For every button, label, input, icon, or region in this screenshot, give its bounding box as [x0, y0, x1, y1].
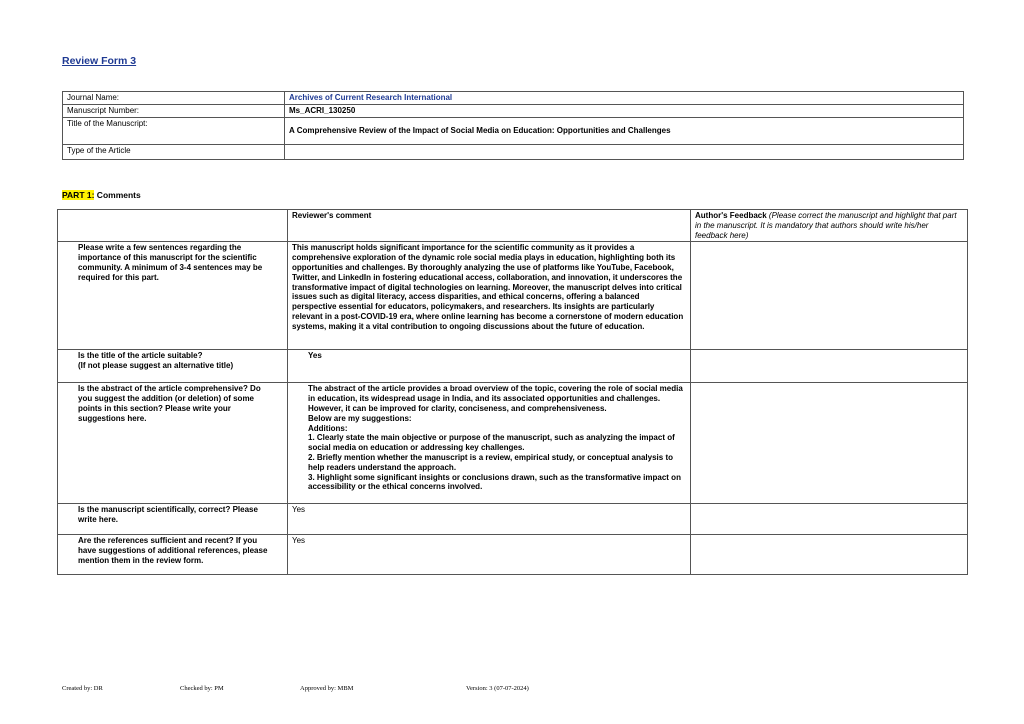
comment-cell: This manuscript holds significant importance for the scientific community as it provides a comprehensive exploration of the dynamic role social media plays in education, highlighting both its opportunities and challenges. By thoroughly analyzing the use of platforms like YouTube, Facebook, Twitter, and LinkedIn in fostering educational access, collaboration, and innovation, it underscores the transformative impact of digital technologies on learning. Moreover, the manuscript delves into critical issues such as digital literacy, access disparities, and ethical concerns, offering a balanced perspective essential for educators, policymakers, and researchers. Its insights are particularly relevant in a post-COVID-19 era, where online learning has become a cornerstone of modern education systems, making it a vital contribution to ongoing discussions about the future of education.: [288, 242, 691, 350]
manuscript-title-value: A Comprehensive Review of the Impact of Social Media on Education: Opportunities and Challenges: [285, 118, 964, 145]
table-row: [58, 535, 968, 575]
table-row: [58, 350, 968, 383]
table-row: [58, 383, 968, 504]
comment-cell: The abstract of the article provides a broad overview of the topic, covering the role of social media in education, its widespread usage in India, and its associated opportunities and challenges. However, it can be improved for clarity, conciseness, and comprehensiveness. Below are my suggestions: Additions: 1. Clearly state the main objective or purpose of the manuscript, such as analyzing the impact of social media on education or addressing key challenges. 2. Briefly mention whether the manuscript is a review, empirical study, or conceptual analysis to help readers understand the approach. 3. Highlight some significant insights or conclusions drawn, such as the transformative impact on accessibility or the ethical concerns involved.: [288, 383, 691, 504]
table-row: [58, 504, 968, 535]
footer-created-by: Created by: DR: [62, 685, 103, 692]
question-cell: Please write a few sentences regarding the importance of this manuscript for the scientific community. A minimum of 3-4 sentences may be required for this part.: [58, 242, 288, 350]
journal-row: [63, 92, 964, 105]
header-author-feedback: [691, 210, 968, 242]
comment-cell: Yes: [288, 504, 691, 535]
manuscript-title-label: Title of the Manuscript:: [63, 118, 285, 145]
footer-version: Version: 3 (07-07-2024): [466, 685, 529, 692]
manuscript-number-label: Manuscript Number:: [63, 105, 285, 118]
comments-table: [57, 209, 968, 575]
manuscript-number-row: [63, 105, 964, 118]
manuscript-title-row: [63, 118, 964, 145]
comment-cell: Yes: [288, 535, 691, 575]
part-label: PART 1:: [62, 190, 95, 200]
author-feedback-title: Author's Feedback: [695, 211, 767, 220]
article-type-value: [285, 145, 964, 160]
author-feedback-cell[interactable]: [691, 535, 968, 575]
part-text: Comments: [94, 190, 141, 200]
article-type-row: [63, 145, 964, 160]
footer-checked-by: Checked by: PM: [180, 685, 224, 692]
manuscript-number-value: Ms_ACRI_130250: [285, 105, 964, 118]
author-feedback-instructions: (Please correct the manuscript and highlight that part in the manuscript. It is mandatory that authors should write his/her feedback here): [695, 211, 957, 240]
form-title: Review Form 3: [62, 55, 137, 67]
header-reviewer-comment: Reviewer's comment: [288, 210, 691, 242]
journal-value: Archives of Current Research International: [285, 92, 964, 105]
question-cell: Is the abstract of the article comprehensive? Do you suggest the addition (or deletion) of some points in this section? Please write your suggestions here.: [58, 383, 288, 504]
part-heading: [62, 190, 141, 200]
article-type-label: Type of the Article: [63, 145, 285, 160]
author-feedback-cell[interactable]: [691, 504, 968, 535]
question-cell: Are the references sufficient and recent? If you have suggestions of additional references, please mention them in the review form.: [58, 535, 288, 575]
question-cell: Is the title of the article suitable? (If not please suggest an alternative title): [58, 350, 288, 383]
comments-header-row: [58, 210, 968, 242]
author-feedback-cell[interactable]: [691, 350, 968, 383]
author-feedback-cell[interactable]: [691, 242, 968, 350]
comment-cell: Yes: [288, 350, 691, 383]
question-cell: Is the manuscript scientifically, correct? Please write here.: [58, 504, 288, 535]
journal-label: Journal Name:: [63, 92, 285, 105]
table-row: [58, 242, 968, 350]
header-question-cell: [58, 210, 288, 242]
author-feedback-cell[interactable]: [691, 383, 968, 504]
manuscript-info-table: [62, 91, 964, 160]
footer-approved-by: Approved by: MBM: [300, 685, 354, 692]
